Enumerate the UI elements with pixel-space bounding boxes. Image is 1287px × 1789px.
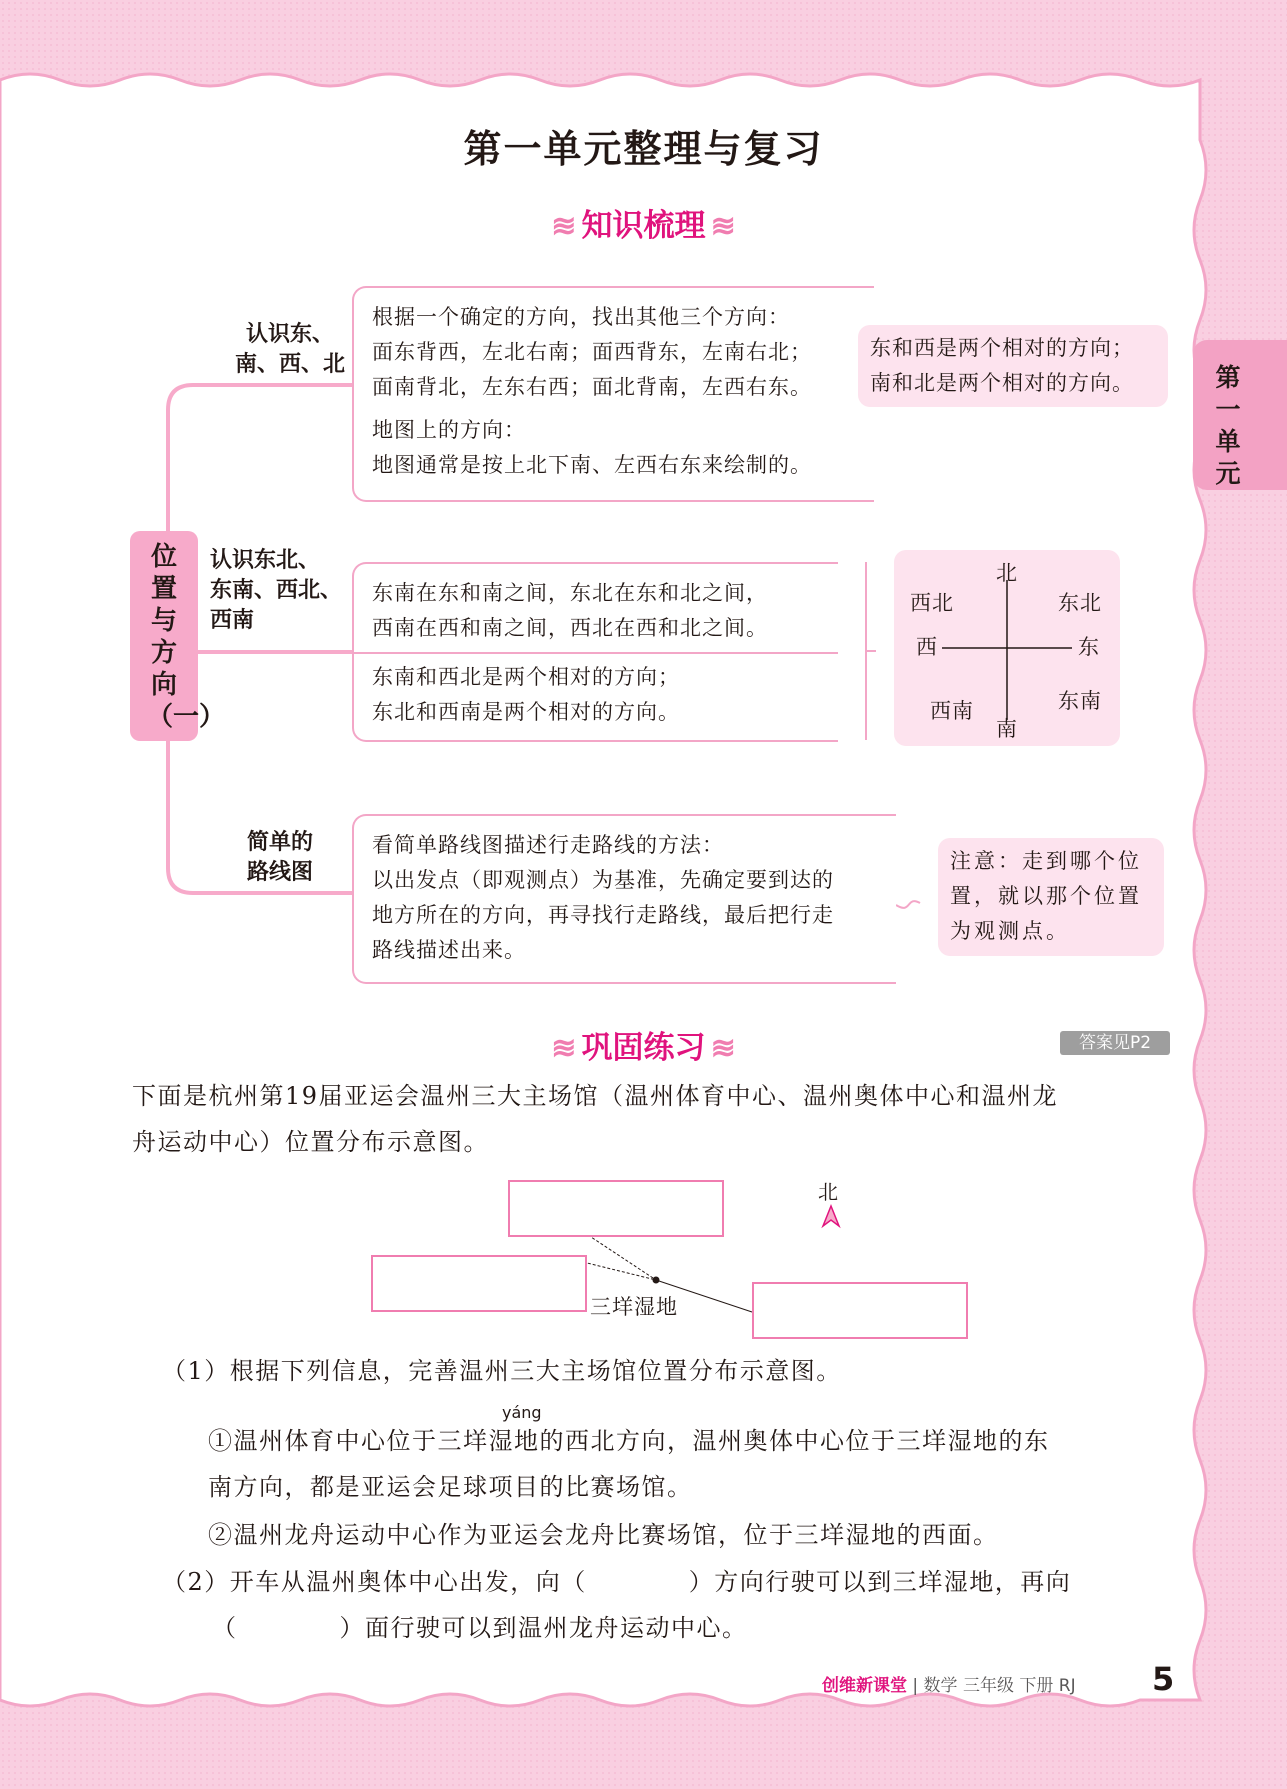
question-2-line2: （ ）面行驶可以到温州龙舟运动中心。 [212, 1614, 748, 1642]
footer-brand: 创维新课堂 [822, 1676, 907, 1696]
mindmap-root-label: 位置与方向（一） [147, 542, 226, 732]
compass-northeast: 东北 [1058, 591, 1102, 615]
exercise-intro-line1: 下面是杭州第19届亚运会温州三大主场馆（温州体育中心、温州奥体中心和温州龙 [132, 1082, 1059, 1110]
compass-southeast: 东南 [1058, 689, 1102, 713]
wave-right-icon: ≋ [710, 209, 736, 244]
unit-side-tab-label: 第一单元 [1215, 363, 1241, 488]
branch1-line-3: 面南背北，左东右西；面北背南，左西右东。 [372, 375, 812, 399]
venue-box-northwest[interactable] [508, 1180, 724, 1237]
compass-southwest: 西南 [930, 699, 974, 723]
page-number: 5 [1152, 1660, 1175, 1698]
question-1-item-1-line2: 南方向，都是亚运会足球项目的比赛场馆。 [208, 1473, 693, 1501]
branch2-line-a2: 西南在西和南之间，西北在西和北之间。 [372, 616, 768, 640]
branch3-line-4: 路线描述出来。 [372, 938, 526, 962]
branch1-note-line-2: 南和北是两个相对的方向。 [870, 371, 1134, 395]
compass-west: 西 [916, 635, 938, 659]
venue-box-west[interactable] [371, 1255, 587, 1312]
page-footer [822, 1671, 1076, 1696]
question-1: （1）根据下列信息，完善温州三大主场馆位置分布示意图。 [162, 1357, 842, 1385]
branch2-line-b1: 东南和西北是两个相对的方向； [372, 665, 680, 689]
question-1-item-1-line1: ①温州体育中心位于三垟湿地的西北方向，温州奥体中心位于三垟湿地的东 [208, 1427, 1050, 1455]
compass-east: 东 [1078, 635, 1100, 659]
question-1-item-2: ②温州龙舟运动中心作为亚运会龙舟比赛场馆，位于三垟湿地的西面。 [208, 1521, 999, 1549]
exercise-intro-line2: 舟运动中心）位置分布示意图。 [132, 1128, 489, 1156]
branch1-line-4: 地图上的方向： [372, 418, 526, 442]
question-2-line1: （2）开车从温州奥体中心出发，向（ ）方向行驶可以到三垟湿地，再向 [162, 1568, 1072, 1596]
section-heading-knowledge-label: 知识梳理 [581, 208, 706, 244]
map-center-label: 三垟湿地 [590, 1295, 678, 1319]
map-north-label: 北 [818, 1180, 838, 1204]
branch3-note-line-1: 注意：走到哪个位 [950, 849, 1142, 873]
branch1-line-1: 根据一个确定的方向，找出其他三个方向： [372, 305, 790, 329]
branch2-label-line3: 西南 [210, 608, 255, 633]
answer-reference-tag: 答案见P2 [1060, 1031, 1170, 1055]
compass-south: 南 [996, 717, 1018, 741]
branch2-label-line1: 认识东北、 [210, 548, 321, 573]
north-arrow-icon [823, 1206, 839, 1226]
question-2 [162, 1559, 1182, 1651]
branch3-note-line-3: 为观测点。 [950, 919, 1070, 943]
wave-right-icon: ≋ [710, 1031, 736, 1066]
wave-left-icon: ≋ [551, 1031, 577, 1066]
branch3-label-line2: 路线图 [246, 860, 313, 885]
branch2-line-a1: 东南在东和南之间，东北在东和北之间， [372, 581, 768, 605]
footer-separator: | [912, 1676, 919, 1696]
branch3-line-3: 地方所在的方向，再寻找行走路线，最后把行走 [372, 903, 834, 927]
page-title: 第一单元整理与复习 [463, 127, 824, 171]
branch1-note-line-1: 东和西是两个相对的方向； [870, 336, 1134, 360]
branch3-line-1: 看简单路线图描述行走路线的方法： [372, 833, 724, 857]
pinyin-annotation: yáng [502, 1403, 542, 1422]
question-1-item-1 [208, 1418, 1178, 1510]
branch1-line-5: 地图通常是按上北下南、左西右东来绘制的。 [372, 453, 812, 477]
branch2-line-b2: 东北和西南是两个相对的方向。 [372, 700, 680, 724]
branch2-label-line2: 东南、西北、 [210, 578, 343, 603]
footer-info: 数学 三年级 下册 RJ [923, 1676, 1076, 1696]
branch3-line-2: 以出发点（即观测点）为基准，先确定要到达的 [372, 868, 834, 892]
branch1-line-2: 面东背西，左北右南；面西背东，左南右北； [372, 340, 812, 364]
branch1-label-line1: 认识东、 [245, 322, 334, 347]
branch1-label-line2: 南、西、北 [234, 352, 345, 377]
branch3-note-line-2: 置，就以那个位置 [950, 884, 1142, 908]
section-heading-practice-label: 巩固练习 [581, 1030, 706, 1066]
compass-northwest: 西北 [910, 591, 954, 615]
wave-left-icon: ≋ [551, 209, 577, 244]
compass-north: 北 [996, 561, 1018, 585]
venue-box-southeast[interactable] [752, 1282, 968, 1339]
branch3-label-line1: 简单的 [246, 830, 313, 855]
